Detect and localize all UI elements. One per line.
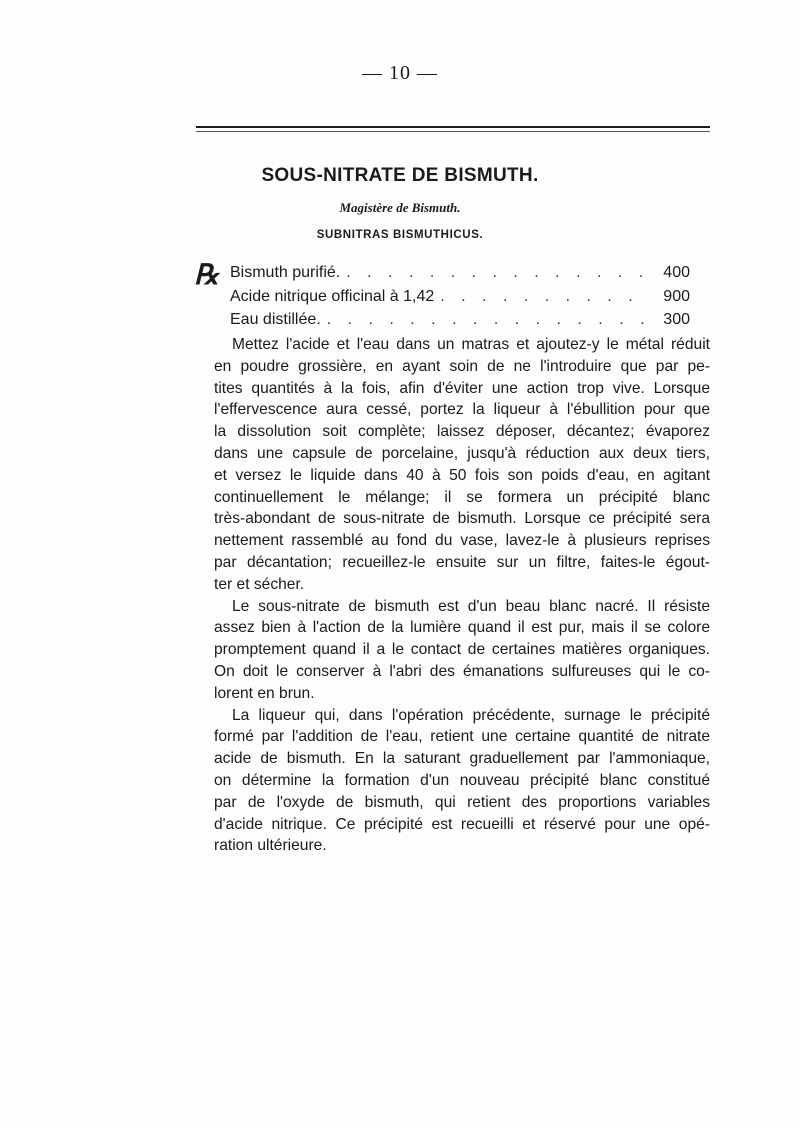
section-title: SOUS-NITRATE DE BISMUTH. xyxy=(261,165,539,186)
ingredient-list xyxy=(230,264,690,335)
body-text xyxy=(196,334,710,857)
text-line: acide de bismuth. En la saturant graduellement par l'ammoniaque, xyxy=(214,750,710,768)
ingredient-name: Bismuth purifié. xyxy=(230,264,341,281)
section-subtitle: Magistère de Bismuth. xyxy=(339,200,461,215)
header-rule-thin xyxy=(196,131,710,132)
text-line: tites quantités à la fois, afin d'éviter une action trop vive. Lorsque xyxy=(214,379,710,397)
text-line: ter et sécher. xyxy=(214,575,305,593)
paragraph xyxy=(196,705,710,858)
leader-dots xyxy=(327,311,650,329)
text-line: lorent en brun. xyxy=(214,684,315,702)
text-line: On doit le conserver à l'abri des émanations sulfureuses qui le co- xyxy=(214,662,710,680)
text-line: la dissolution soit complète; laissez déposer, décantez; évaporez xyxy=(214,423,710,441)
text-line: Mettez l'acide et l'eau dans un matras et ajoutez-y le métal réduit xyxy=(232,336,710,353)
text-line: promptement quand il a le contact de certaines matières organiques. xyxy=(214,641,710,659)
text-line: on détermine la formation d'un nouveau précipité blanc constitué xyxy=(214,771,710,789)
text-line: Le sous-nitrate de bismuth est d'un beau blanc nacré. Il résiste xyxy=(232,597,710,615)
ingredient-name: Eau distillée. xyxy=(230,311,321,328)
recipe-symbol: ℞ xyxy=(194,260,220,291)
leader-dots xyxy=(346,264,650,282)
ingredient-quantity: 400 xyxy=(663,264,690,281)
ingredient-row xyxy=(230,264,690,288)
text-line: continuellement le mélange; il se formera un précipité blanc xyxy=(214,488,710,506)
text-line: assez bien à l'action de la lumière quand il est pur, mais il se colore xyxy=(214,619,710,637)
ingredient-name: Acide nitrique officinal à 1,42 xyxy=(230,287,435,305)
text-line: par de l'oxyde de bismuth, qui retient des proportions variables xyxy=(214,793,710,811)
header-rule xyxy=(196,126,710,128)
ingredient-row xyxy=(230,288,690,312)
text-line: très-abondant de sous-nitrate de bismuth. Lorsque ce précipité sera xyxy=(214,510,710,528)
text-line: formé par l'addition de l'eau, retient une certaine quantité de nitrate xyxy=(214,728,710,746)
text-line: La liqueur qui, dans l'opération précédente, surnage le précipité xyxy=(232,706,710,724)
text-line: dans une capsule de porcelaine, jusqu'à réduction aux deux tiers, xyxy=(214,444,710,462)
text-line: par décantation; recueillez-le ensuite sur un filtre, faites-le égout- xyxy=(214,553,710,571)
paragraph xyxy=(196,596,710,705)
ingredient-quantity: 900 xyxy=(663,287,690,305)
ingredient-row xyxy=(230,311,690,335)
text-line: d'acide nitrique. Ce précipité est recueilli et réservé pour une opé- xyxy=(214,815,710,833)
text-line: en poudre grossière, en ayant soin de ne l'introduire que par pe- xyxy=(214,357,710,375)
leader-dots xyxy=(440,288,650,306)
page-number: — 10 — xyxy=(362,62,438,84)
text-line: nettement rassemblé au fond du vase, lavez-le à plusieurs reprises xyxy=(214,532,710,550)
paragraph xyxy=(196,334,710,596)
text-line: et versez le liquide dans 40 à 50 fois son poids d'eau, en agitant xyxy=(214,466,710,484)
text-line: ration ultérieure. xyxy=(214,837,327,855)
latin-name: SUBNITRAS BISMUTHICUS. xyxy=(316,229,484,241)
ingredient-quantity: 300 xyxy=(663,311,690,328)
text-line: l'effervescence aura cessé, portez la liqueur à l'ébullition pour que xyxy=(214,401,710,419)
